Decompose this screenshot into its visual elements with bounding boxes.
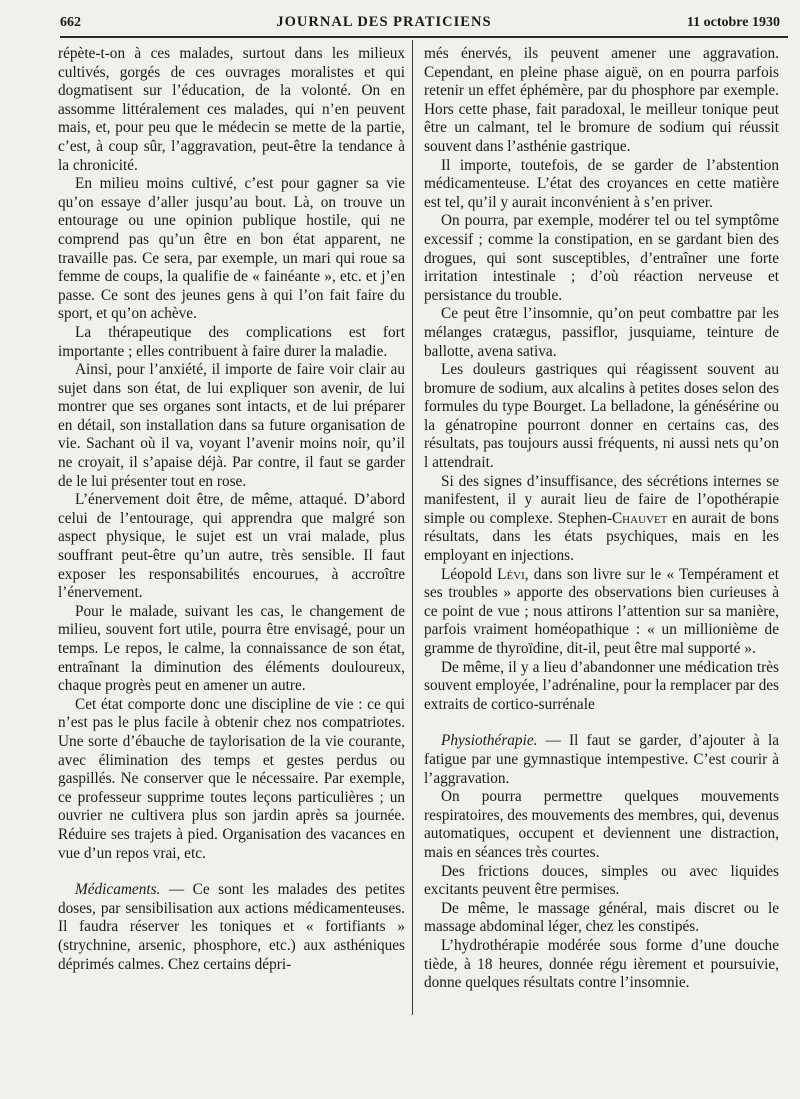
author-name-levi: Lévi — [497, 565, 525, 583]
paragraph: Il importe, toutefois, de se garder de l’abstention médicamenteuse. L’état des croyances en cette matière est tel, qu’il y aurait inconvénient à s’en priver. — [424, 156, 779, 211]
section-paragraph-medicaments — [58, 881, 405, 974]
paragraph-text: en aurait de bons résultats, dans les états psychiques, mais en les employant en injections. — [424, 509, 779, 565]
paragraph: Les douleurs gastriques qui réagissent souvent au bromure de sodium, aux alcalins à petites doses selon des formules du type Bourget. La belladone, la génésérine ou la génatropine pourront donner en certains cas, des résultats, pas toujours aussi fréquents, ni aussi nets qu’on l attendrait. — [424, 361, 779, 472]
paragraph: On pourra permettre quelques mouvements respiratoires, des mouvements des membres, qui, devenus automatiques, occupent et deviennent une distraction, mais en séances très courtes. — [424, 788, 779, 861]
right-column — [424, 45, 779, 993]
left-column — [58, 45, 405, 974]
paragraph — [424, 566, 779, 659]
paragraph: Des frictions douces, simples ou avec liquides excitants peuvent être permises. — [424, 862, 779, 899]
paragraph: Ce peut être l’insomnie, qu’on peut combattre par les mélanges cratægus, passiflor, jusquiame, teinture de ballotte, avena sativa. — [424, 305, 779, 360]
paragraph-text: Si des signes d’insuffisance, des sécrétions internes se manifestent, il y aurait lieu de faire de l’opothérapie simple ou complexe. Stephen- — [424, 472, 779, 527]
page-number: 662 — [60, 15, 81, 30]
section-heading-physiotherapie: Physiothérapie. — [441, 732, 538, 750]
paragraph: Ainsi, pour l’anxiété, il importe de faire voir clair au sujet dans son état, de lui expliquer son avenir, de lui montrer que ses organes sont intacts, et de lui préparer en détail, son installation dans sa future organisation de vie. Sachant où il va, voyant l’avenir moins noir, qu’il ne croyait, il s’apaise déjà. Par contre, il faut se garder de le lui présenter tout en rose. — [58, 361, 405, 490]
author-name-chauvet: Chauvet — [611, 509, 668, 527]
header-rule — [60, 36, 788, 38]
column-divider — [412, 40, 413, 1015]
issue-date: 11 octobre 1930 — [686, 15, 780, 30]
paragraph: De même, il y a lieu d’abandonner une médication très souvent employée, l’adrénaline, pour la remplacer par des extraits de cortico-surrénale — [424, 658, 779, 713]
paragraph: Cet état comporte donc une discipline de vie : ce qui n’est pas le plus facile à obtenir chez nos compatriotes. Une sorte d’ébauche de taylorisation de la vie courante, avec élimination des temps et gestes perdus ou gaspillés. Ne conserver que le nécessaire. Par exemple, ce professeur supprime toutes leçons particulières ; un ouvrier ne cultivera plus son jardin après sa journée. Réduire ses trajets à pied. Organisation des vacances en vue d’un repos vrai, etc. — [58, 695, 405, 862]
paragraph-text: — Il faut se garder, d’ajouter à la fatigue par une gymnastique intempestive. C’est courir à l’aggravation. — [424, 732, 779, 787]
paragraph: En milieu moins cultivé, c’est pour gagner sa vie qu’on essaye d’aller jusqu’au bout. Là, on trouve un entourage ou une opinion publique hostile, qui ne comprend pas qu’un être en bon état apparent, ne travaille pas. Ce sera, par exemple, un mari qui roue sa femme de coups, la qualifie de « fainéante », etc. et j’en passe. Ce sont des jeunes gens à qui l’on fait faire du sport, et qu’on achève. — [58, 175, 405, 323]
journal-title: JOURNAL DES PRATICIENS — [276, 14, 492, 30]
paragraph: Pour le malade, suivant les cas, le changement de milieu, souvent fort utile, pourra être envisagé, pour un temps. Le repos, le calme, la connaissance de son état, entraînant la diminution des éléments douloureux, chaque progrès peut en amener un autre. — [58, 602, 405, 695]
paragraph-text: — Ce sont les malades des petites doses, par sensibilisation aux actions médicamenteuses. Il faudra réserver les toniques et « fortifiants » (strychnine, arsenic, phosphore, etc.) aux asthéniques déprimés calmes. Chez certains dépri- — [58, 881, 405, 973]
section-heading-medicaments: Médicaments. — [75, 881, 161, 899]
paragraph: répète-t-on à ces malades, surtout dans les milieux cultivés, gorgés de ces ouvrages moralistes et qui dogmatisent sur l’éducation, de la volonté. On en assomme littéralement ces malades, qui n’en peuvent mais, et, pour peu que le médecin se mette de la partie, c’est, à coup sûr, l’aggravation, peut-être la tendance à la chronicité. — [58, 45, 405, 174]
paragraph-text: , dans son livre sur le « Tempérament et ses troubles » apporte des observations bien curieuses à ce point de vue ; nous attirons l’attention sur sa manière, parfois vraiment homéopathique : « un millionième de gramme de thyroïdine, dit-il, peut être mal supporté ». — [424, 565, 779, 657]
paragraph: L’énervement doit être, de même, attaqué. D’abord celui de l’entourage, qui apprendra que malgré son aspect physique, le sujet est un vrai malade, plus souffrant peut-être qu’un autre, très sensible. Il faut exposer les responsabilités encourues, à accroître l’énervement. — [58, 491, 405, 602]
section-paragraph-physiotherapie — [424, 732, 779, 788]
paragraph-text: Léopold — [441, 565, 498, 583]
paragraph — [424, 473, 779, 566]
paragraph: La thérapeutique des complications est fort importante ; elles contribuent à faire durer la maladie. — [58, 323, 405, 360]
page-header — [60, 14, 780, 38]
paragraph: On pourra, par exemple, modérer tel ou tel symptôme excessif ; comme la constipation, en se gardant bien des drogues, qui sont susceptibles, d’entraîner une forte irritation intestinale ; d’où réaction nerveuse et persistance du trouble. — [424, 212, 779, 304]
paragraph: L’hydrothérapie modérée sous forme d’une douche tiède, à 18 heures, donnée régu ièrement et poursuivie, donne quelques résultats contre l’insomnie. — [424, 936, 779, 992]
paragraph: De même, le massage général, mais discret ou le massage abdominal léger, chez les constipés. — [424, 899, 779, 936]
paragraph: més énervés, ils peuvent amener une aggravation. Cependant, en pleine phase aiguë, on en pourra parfois retenir un effet éphémère, par du phosphore par exemple. Hors cette phase, fait paradoxal, le meilleur tonique peut être un calmant, tel le bromure de sodium qui réussit souvent dans l’asthénie gastrique. — [424, 45, 779, 155]
